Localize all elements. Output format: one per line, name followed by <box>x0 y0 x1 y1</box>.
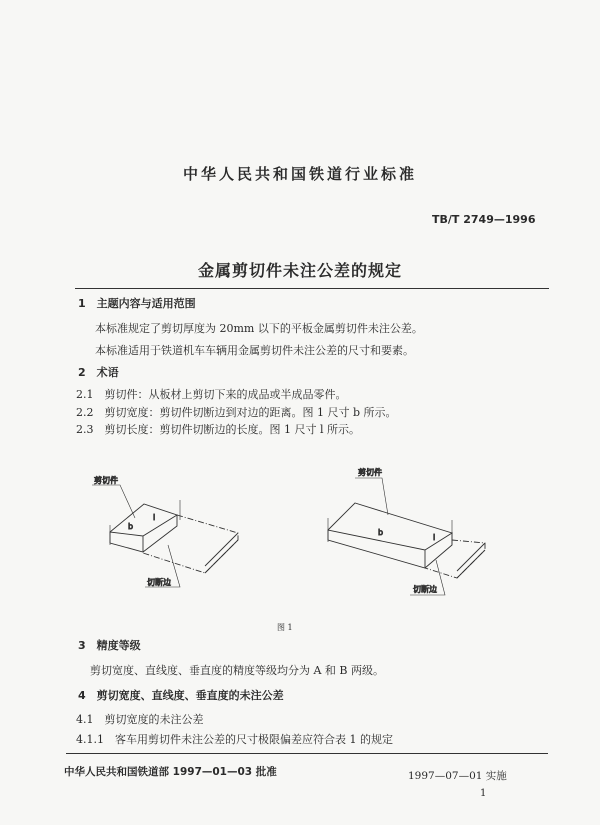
left-dim-b: b <box>128 522 134 531</box>
clause-4-1-1: 4.1.1 客车用剪切件未注公差的尺寸极限偏差应符合表 1 的规定 <box>76 733 393 746</box>
left-label-edge: 切断边 <box>147 578 171 587</box>
clause-4-1: 4.1 剪切宽度的未注公差 <box>76 713 204 726</box>
page-number: 1 <box>480 788 487 799</box>
right-label-part: 剪切件 <box>358 468 382 477</box>
right-dim-l: l <box>433 533 436 542</box>
left-dim-l: l <box>153 513 156 522</box>
clause-2-2: 2.2 剪切宽度：剪切件切断边到对边的距离。图 1 尺寸 b 所示。 <box>76 406 397 419</box>
effective-date: 1997—07—01 实施 <box>408 770 507 782</box>
right-dim-b: b <box>378 528 384 537</box>
approval-line: 中华人民共和国铁道部 1997—01—03 批准 <box>64 766 277 778</box>
clause-2-3: 2.3 剪切长度：剪切件切断边的长度。图 1 尺寸 l 所示。 <box>76 423 360 436</box>
left-label-part: 剪切件 <box>94 476 118 485</box>
footer-rule <box>66 753 548 754</box>
right-label-edge: 切断边 <box>413 585 437 594</box>
document-title: 金属剪切件未注公差的规定 <box>197 261 402 280</box>
section-2-heading: 2 术语 <box>78 366 119 379</box>
section-3-heading: 3 精度等级 <box>78 639 141 652</box>
clause-2-1: 2.1 剪切件：从板材上剪切下来的成品或半成品零件。 <box>76 388 347 401</box>
section-4-heading: 4 剪切宽度、直线度、垂直度的未注公差 <box>78 689 284 702</box>
right-diagram <box>328 467 485 595</box>
left-diagram <box>92 475 238 587</box>
issuer-line: 中华人民共和国铁道行业标准 <box>182 165 417 183</box>
section-1-heading: 1 主题内容与适用范围 <box>78 297 196 310</box>
section-3-para: 剪切宽度、直线度、垂直度的精度等级均分为 A 和 B 两级。 <box>90 664 385 677</box>
section-1-para-1: 本标准规定了剪切厚度为 20mm 以下的平板金属剪切件未注公差。 <box>95 322 423 335</box>
section-1-para-2: 本标准适用于铁道机车车辆用金属剪切件未注公差的尺寸和要素。 <box>95 344 414 357</box>
standard-code: TB/T 2749—1996 <box>432 213 536 226</box>
figure-caption: 图 1 <box>277 623 293 632</box>
